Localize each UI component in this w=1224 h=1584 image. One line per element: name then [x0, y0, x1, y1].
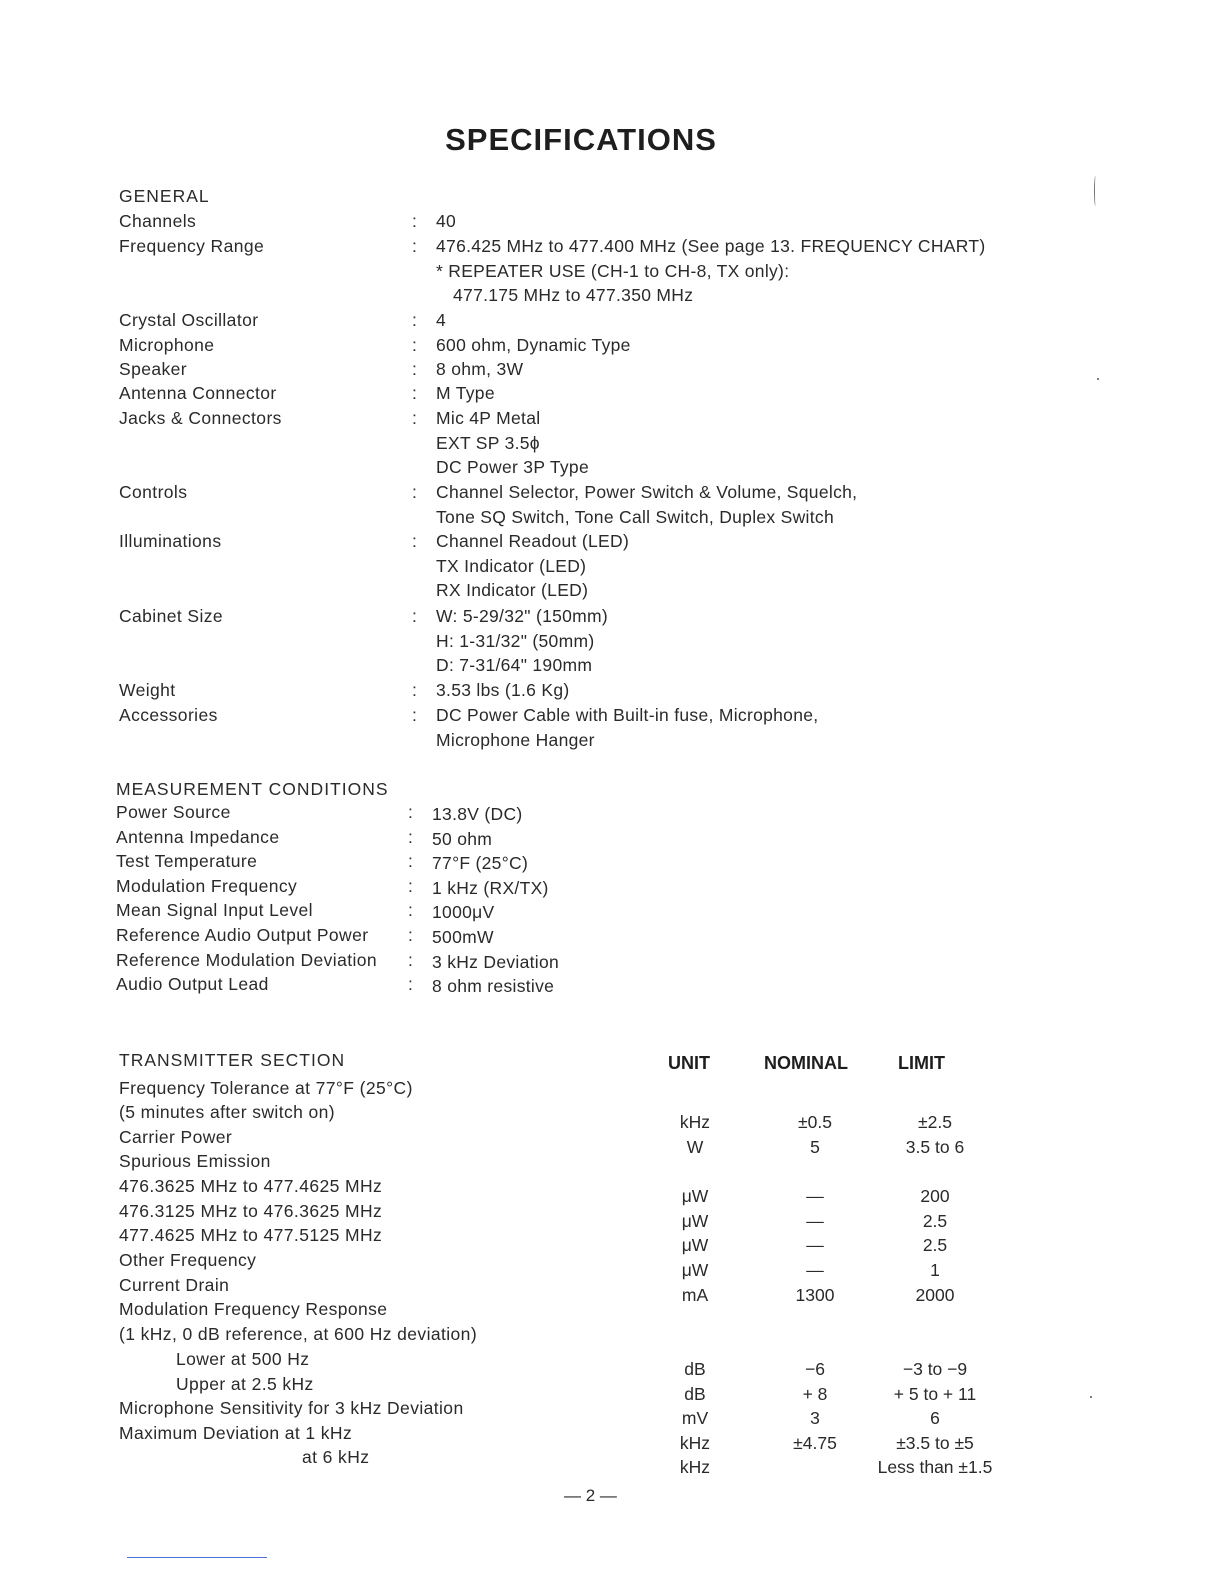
spec-value — [436, 333, 631, 358]
spec-label: Cabinet Size — [119, 606, 224, 626]
spec-value-line: DC Power 3P Type — [436, 457, 589, 478]
spec-value — [436, 480, 857, 529]
colon-separator: : — [408, 900, 413, 921]
column-header-nominal: NOMINAL — [764, 1053, 848, 1073]
spec-label: Controls — [119, 482, 188, 502]
colon-separator: : — [412, 408, 417, 428]
spec-value — [436, 604, 608, 678]
unit-cell: mA — [681, 1285, 709, 1305]
colon-separator: : — [408, 875, 413, 896]
spec-value-line: DC Power Cable with Built-in fuse, Microphone, — [436, 705, 819, 725]
table-row-label: 477.4625 MHz to 477.5125 MHz — [119, 1225, 383, 1245]
page-number: — 2 — — [564, 1486, 617, 1505]
unit-cell: dB — [684, 1384, 706, 1404]
spec-value-line: 4 — [436, 310, 447, 330]
colon-separator: : — [412, 310, 417, 330]
nominal-cell: ±0.5 — [798, 1112, 832, 1132]
spec-label: Accessories — [119, 705, 218, 725]
nominal-cell: −6 — [805, 1359, 825, 1379]
limit-cell: ±2.5 — [918, 1112, 952, 1132]
spec-value — [436, 357, 523, 382]
limit-cell: 2.5 — [922, 1235, 948, 1255]
spec-value-line: W: 5-29/32" (150mm) — [436, 606, 609, 626]
spec-value-line: 477.175 MHz to 477.350 MHz — [453, 285, 694, 306]
underline-mark — [127, 1557, 267, 1558]
unit-cell: kHz — [679, 1112, 711, 1132]
table-row-label: 476.3125 MHz to 476.3625 MHz — [119, 1201, 383, 1221]
spec-label: Illuminations — [119, 531, 222, 551]
scan-speck — [1090, 1396, 1092, 1398]
condition-label: Antenna Impedance — [116, 826, 280, 847]
limit-cell: 200 — [920, 1186, 950, 1206]
spec-label: Crystal Oscillator — [119, 310, 259, 330]
unit-cell: μW — [681, 1235, 709, 1255]
colon-separator: : — [408, 851, 413, 872]
colon-separator: : — [412, 606, 417, 626]
colon-separator: : — [408, 925, 413, 945]
scan-mark — [1094, 176, 1097, 206]
colon-separator: : — [412, 211, 417, 231]
unit-cell: μW — [681, 1186, 709, 1206]
limit-cell: 2000 — [915, 1285, 955, 1305]
page-title: SPECIFICATIONS — [445, 122, 717, 157]
limit-cell: −3 to −9 — [902, 1359, 968, 1379]
limit-cell: ±3.5 to ±5 — [896, 1433, 974, 1453]
general-heading: GENERAL — [119, 186, 210, 206]
spec-value-line: Mic 4P Metal — [436, 408, 541, 428]
table-row-label: Frequency Tolerance at 77°F (25°C) — [119, 1078, 413, 1098]
limit-cell: 1 — [930, 1260, 940, 1280]
nominal-cell: 1300 — [795, 1285, 835, 1305]
spec-value — [436, 381, 495, 406]
spec-value-line: H: 1-31/32" (50mm) — [436, 630, 595, 651]
table-row-label: (1 kHz, 0 dB reference, at 600 Hz deviation) — [119, 1324, 478, 1344]
spec-value — [436, 308, 446, 333]
spec-label: Antenna Connector — [119, 383, 277, 403]
condition-value: 8 ohm resistive — [432, 976, 555, 997]
spec-value-line: 600 ohm, Dynamic Type — [436, 335, 631, 355]
spec-label: Jacks & Connectors — [119, 408, 282, 428]
condition-value: 77°F (25°C) — [432, 853, 529, 874]
unit-cell: μW — [681, 1211, 709, 1231]
spec-value-line: 476.425 MHz to 477.400 MHz (See page 13. FREQUENCY CHART) — [436, 236, 986, 256]
spec-value-line: RX Indicator (LED) — [436, 580, 589, 601]
table-row-label: 476.3625 MHz to 477.4625 MHz — [119, 1176, 383, 1196]
colon-separator: : — [408, 826, 413, 847]
spec-value — [436, 703, 818, 752]
table-row-label: Microphone Sensitivity for 3 kHz Deviation — [119, 1398, 464, 1418]
table-row-label: Spurious Emission — [119, 1151, 271, 1171]
spec-value-line: EXT SP 3.5ϕ — [436, 432, 540, 453]
spec-value-line: Tone SQ Switch, Tone Call Switch, Duplex Switch — [436, 506, 834, 527]
colon-separator: : — [412, 359, 417, 379]
limit-cell: 3.5 to 6 — [905, 1137, 965, 1157]
spec-value-line: D: 7-31/64" 190mm — [436, 655, 593, 676]
spec-value-line: M Type — [436, 383, 495, 403]
nominal-cell: — — [806, 1211, 824, 1231]
spec-value — [436, 529, 629, 603]
colon-separator: : — [412, 383, 417, 403]
spec-value-line: * REPEATER USE (CH-1 to CH-8, TX only): — [436, 260, 790, 281]
table-row-label: Carrier Power — [119, 1127, 233, 1147]
spec-label: Speaker — [119, 359, 187, 379]
limit-cell: Less than ±1.5 — [877, 1457, 993, 1477]
colon-separator: : — [412, 335, 417, 355]
condition-value: 50 ohm — [432, 828, 493, 849]
spec-value-line: Microphone Hanger — [436, 729, 595, 750]
condition-label: Reference Modulation Deviation — [116, 949, 378, 970]
spec-value — [436, 209, 456, 234]
limit-cell: + 5 to + 11 — [893, 1384, 977, 1404]
condition-label: Audio Output Lead — [116, 974, 269, 995]
colon-separator: : — [412, 705, 417, 725]
spec-value-line: Channel Selector, Power Switch & Volume, Squelch, — [436, 482, 858, 502]
condition-label: Test Temperature — [116, 851, 258, 872]
condition-label: Power Source — [116, 802, 231, 822]
limit-cell: 6 — [930, 1408, 940, 1428]
table-row-label: Modulation Frequency Response — [119, 1299, 388, 1319]
table-row-label: Current Drain — [119, 1275, 230, 1295]
colon-separator: : — [412, 531, 417, 551]
limit-cell: 2.5 — [922, 1211, 948, 1231]
condition-value: 1 kHz (RX/TX) — [432, 877, 549, 898]
table-row-label: Lower at 500 Hz — [176, 1349, 310, 1369]
spec-value-line: TX Indicator (LED) — [436, 555, 587, 576]
colon-separator: : — [412, 680, 417, 700]
nominal-cell: — — [806, 1186, 824, 1206]
table-row-label: Upper at 2.5 kHz — [176, 1374, 314, 1394]
unit-cell: kHz — [679, 1433, 711, 1453]
scan-speck — [1097, 378, 1099, 380]
table-row-label: Maximum Deviation at 1 kHz — [119, 1423, 353, 1443]
table-row-label: at 6 kHz — [302, 1447, 370, 1467]
condition-label: Mean Signal Input Level — [116, 900, 313, 921]
colon-separator: : — [412, 236, 417, 256]
colon-separator: : — [408, 802, 413, 822]
colon-separator: : — [408, 974, 413, 995]
nominal-cell: + 8 — [802, 1384, 828, 1404]
spec-value-line: Channel Readout (LED) — [436, 531, 630, 551]
spec-value — [436, 406, 589, 480]
nominal-cell: 5 — [810, 1137, 820, 1157]
unit-cell: kHz — [679, 1457, 711, 1477]
nominal-cell: ±4.75 — [793, 1433, 837, 1453]
spec-value-line: 40 — [436, 211, 457, 231]
spec-value-line: 3.53 lbs (1.6 Kg) — [436, 680, 570, 700]
spec-label: Frequency Range — [119, 236, 265, 256]
column-header-unit: UNIT — [668, 1053, 710, 1073]
column-header-limit: LIMIT — [898, 1053, 945, 1073]
table-row-label: (5 minutes after switch on) — [119, 1102, 336, 1122]
spec-label: Weight — [119, 680, 176, 700]
condition-value: 3 kHz Deviation — [432, 951, 560, 972]
spec-label: Microphone — [119, 335, 215, 355]
unit-cell: W — [686, 1137, 704, 1157]
condition-label: Modulation Frequency — [116, 875, 298, 896]
unit-cell: dB — [684, 1359, 706, 1379]
table-row-label: Other Frequency — [119, 1250, 257, 1270]
spec-value — [436, 234, 985, 308]
spec-value-line: 8 ohm, 3W — [436, 359, 524, 379]
condition-value: 500mW — [432, 927, 494, 947]
measurement-heading: MEASUREMENT CONDITIONS — [116, 779, 389, 799]
nominal-cell: — — [806, 1235, 824, 1255]
colon-separator: : — [408, 949, 413, 970]
spec-label: Channels — [119, 211, 197, 231]
unit-cell: μW — [681, 1260, 709, 1280]
condition-value: 1000μV — [432, 902, 495, 923]
nominal-cell: 3 — [810, 1408, 820, 1428]
condition-label: Reference Audio Output Power — [116, 925, 369, 945]
transmitter-heading: TRANSMITTER SECTION — [119, 1050, 346, 1070]
condition-value: 13.8V (DC) — [432, 804, 523, 824]
nominal-cell: — — [806, 1260, 824, 1280]
spec-value — [436, 678, 570, 703]
colon-separator: : — [412, 482, 417, 502]
unit-cell: mV — [681, 1408, 709, 1428]
